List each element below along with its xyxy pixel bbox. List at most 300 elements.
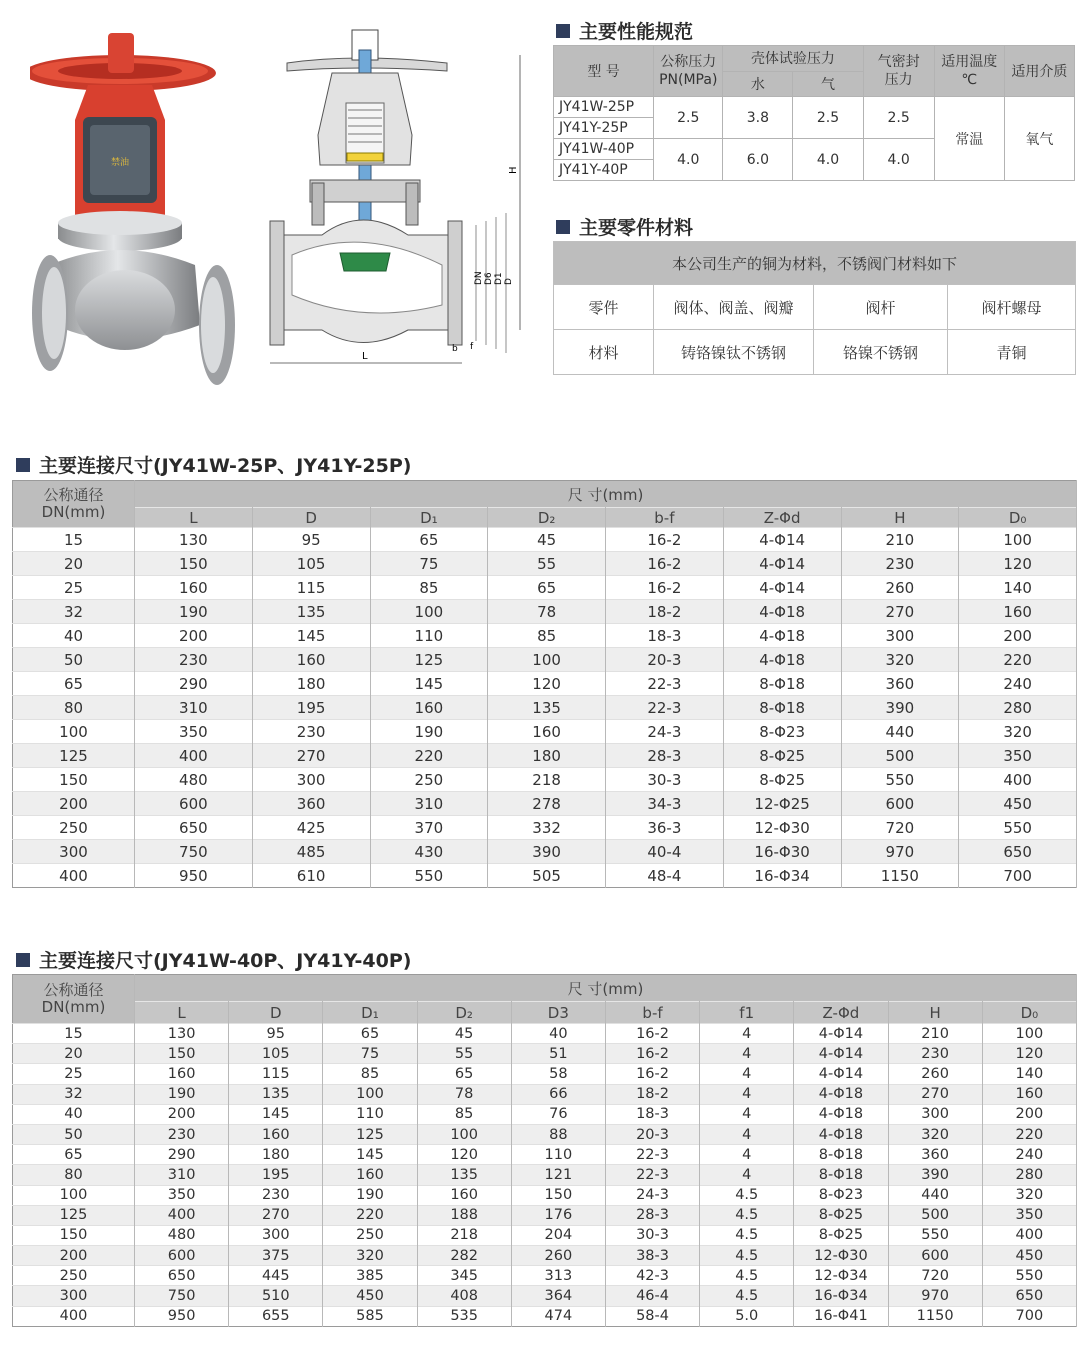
dim-cell: 190 [135,600,253,624]
dim-col-header: L [135,1002,229,1024]
dim-subheader-row [13,1002,1077,1024]
dim-cell: 145 [370,672,488,696]
table-row [13,864,1077,888]
dim-cell: 510 [229,1286,323,1306]
materials-cell: 阀杆 [814,285,948,330]
dim-cell: 4 [700,1064,794,1084]
dim-cell: 4-Φ14 [794,1064,888,1084]
dim-cell: 320 [888,1124,982,1144]
dim-cell: 16-Φ30 [723,840,841,864]
dim-cell: 200 [135,624,253,648]
perf-model: JY41Y-25P [554,118,654,139]
dim-cell: 45 [488,528,606,552]
dim-cell: 270 [888,1084,982,1104]
dim-cell: 320 [959,720,1077,744]
dim-cell: 250 [370,768,488,792]
dim-cell: 160 [229,1124,323,1144]
table-row [13,792,1077,816]
dim-header-row [13,481,1077,508]
dim-cell: 400 [959,768,1077,792]
dim-cell: 42-3 [605,1266,699,1286]
dim-cell: 34-3 [606,792,724,816]
dim-cell-dn: 250 [13,816,135,840]
dim-cell: 115 [252,576,370,600]
dim-cell: 16-2 [606,552,724,576]
dim-cell: 145 [229,1104,323,1124]
dim-cell: 45 [417,1024,511,1044]
dim-cell-dn: 400 [13,864,135,888]
dim-cell: 22-3 [605,1145,699,1165]
dim-cell: 750 [135,840,253,864]
dim-cell: 390 [488,840,606,864]
dim-cell: 550 [370,864,488,888]
dim-cell: 176 [511,1205,605,1225]
dim-cell: 4-Φ14 [723,552,841,576]
materials-section-title [556,213,693,240]
dim-cell: 28-3 [606,744,724,768]
table-row [13,552,1077,576]
dim-cell: 250 [323,1225,417,1245]
dim-cell: 85 [488,624,606,648]
dim-cell: 320 [982,1185,1076,1205]
dim-cell: 100 [370,600,488,624]
dim-col-header: Z-Φd [794,1002,888,1024]
dim-cell-dn: 40 [13,1104,135,1124]
dim-cell: 16-2 [606,528,724,552]
table-row [13,1044,1077,1064]
dim-cell: 4-Φ18 [794,1084,888,1104]
dim-col-header: D₁ [323,1002,417,1024]
perf-header-model: 型 号 [554,46,654,97]
perf-temp: 常温 [934,97,1004,181]
dim-cell: 8-Φ25 [723,768,841,792]
dim-col-header: D₂ [417,1002,511,1024]
dim-cell: 12-Φ25 [723,792,841,816]
dim-cell-dn: 80 [13,1165,135,1185]
table-row [13,1165,1077,1185]
materials-parts-row [554,285,1076,330]
dim-cell-dn: 250 [13,1266,135,1286]
dim-col-header: H [888,1002,982,1024]
materials-cell: 阀杆螺母 [948,285,1076,330]
dim-cell: 22-3 [605,1165,699,1185]
dim-cell: 290 [135,672,253,696]
dim-cell: 100 [323,1084,417,1104]
dim-cell: 345 [417,1266,511,1286]
table-row [13,1145,1077,1165]
dim-col-header: D₁ [370,508,488,528]
dim-cell: 8-Φ18 [794,1165,888,1185]
dim-label-d6: D6 [484,272,494,285]
dim-cell: 218 [417,1225,511,1245]
dim-header-size: 尺 寸(mm) [135,481,1077,508]
dim-label-l: L [362,351,368,362]
dim-cell: 8-Φ18 [723,672,841,696]
dim-cell: 430 [370,840,488,864]
dim-cell: 140 [982,1064,1076,1084]
dim-cell-dn: 50 [13,648,135,672]
dim-cell: 38-3 [605,1246,699,1266]
perf-gas: 4.0 [793,139,863,181]
dim-cell: 240 [982,1145,1076,1165]
dim-cell-dn: 65 [13,672,135,696]
perf-model: JY41W-25P [554,97,654,118]
materials-note: 本公司生产的铜为材料，不锈阀门材料如下 [554,242,1076,285]
table-row [13,576,1077,600]
dim-cell: 40 [511,1024,605,1044]
dim-col-header: D [252,508,370,528]
dim-cell: 4 [700,1104,794,1124]
dim-cell: 280 [959,696,1077,720]
dim-cell: 16-2 [605,1044,699,1064]
perf-water: 6.0 [723,139,793,181]
dim-cell: 230 [135,1124,229,1144]
table-row [13,1024,1077,1044]
dim-cell: 105 [229,1044,323,1064]
dim-cell-dn: 150 [13,1225,135,1245]
perf-header-gas: 气 [793,71,863,97]
perf-seal: 4.0 [863,139,934,181]
dim-cell: 66 [511,1084,605,1104]
dim-cell: 300 [841,624,959,648]
dim-cell: 160 [323,1165,417,1185]
perf-medium: 氧气 [1004,97,1074,181]
dim-cell: 95 [252,528,370,552]
perf-title-text: 主要性能规范 [579,21,694,43]
dim-label-f: f [470,342,474,352]
dim-cell: 100 [417,1124,511,1144]
dim-cell-dn: 150 [13,768,135,792]
dim-cell: 24-3 [606,720,724,744]
dim-cell: 4.5 [700,1246,794,1266]
dim-cell: 218 [488,768,606,792]
dim-cell: 135 [229,1084,323,1104]
dim1-section-title [16,451,411,478]
dim-cell: 160 [252,648,370,672]
dim-cell: 550 [959,816,1077,840]
dim-header-dn: 公称通径 DN(mm) [13,975,135,1024]
dim-cell: 85 [323,1064,417,1084]
dim-cell: 16-Φ34 [723,864,841,888]
dim-cell: 180 [488,744,606,768]
dim-cell: 5.0 [700,1306,794,1326]
dim-cell: 4.5 [700,1266,794,1286]
table-row [13,672,1077,696]
dim-cell: 22-3 [606,696,724,720]
dim-col-header: D [229,1002,323,1024]
materials-cell: 阀体、阀盖、阀瓣 [654,285,814,330]
dim-cell: 600 [888,1246,982,1266]
table-row [13,1306,1077,1326]
dim-cell: 12-Φ30 [723,816,841,840]
dim-cell: 120 [417,1145,511,1165]
dim-cell: 4 [700,1024,794,1044]
dim-cell: 160 [370,696,488,720]
perf-header-shell: 壳体试验压力 [723,46,863,72]
dim-cell: 120 [982,1044,1076,1064]
dim-cell: 350 [135,720,253,744]
dim-cell: 600 [135,792,253,816]
dim-cell: 720 [841,816,959,840]
dim-cell-dn: 300 [13,1286,135,1306]
table-row [13,1205,1077,1225]
dim-cell: 270 [841,600,959,624]
dim-cell: 4 [700,1124,794,1144]
dim-cell-dn: 20 [13,552,135,576]
dim-cell: 85 [417,1104,511,1124]
dim-cell-dn: 40 [13,624,135,648]
performance-table [553,45,1075,181]
dim-cell: 8-Φ25 [723,744,841,768]
dim-cell: 270 [252,744,370,768]
section-square-icon [16,953,30,967]
dim-cell: 425 [252,816,370,840]
perf-pn: 2.5 [654,97,723,139]
dim-cell: 8-Φ25 [794,1205,888,1225]
dim-cell: 300 [252,768,370,792]
dim-cell: 1150 [841,864,959,888]
dim-cell: 75 [370,552,488,576]
dim-cell: 160 [982,1084,1076,1104]
dim-cell: 160 [959,600,1077,624]
dim-col-header: D₀ [982,1002,1076,1024]
dim-cell: 385 [323,1266,417,1286]
perf-header-row [554,46,1075,72]
dim-cell: 145 [323,1145,417,1165]
dim-cell: 370 [370,816,488,840]
dim-cell: 95 [229,1024,323,1044]
table-row [13,1286,1077,1306]
dim-cell: 8-Φ23 [794,1185,888,1205]
dim-cell: 145 [252,624,370,648]
dim-cell: 4-Φ14 [723,528,841,552]
dim-cell: 195 [229,1165,323,1185]
dim-cell: 474 [511,1306,605,1326]
dim-cell: 160 [488,720,606,744]
perf-section-title [556,17,693,44]
dim-cell: 110 [511,1145,605,1165]
dim-cell-dn: 15 [13,528,135,552]
dim-cell: 400 [982,1225,1076,1245]
dim-col-header: D₀ [959,508,1077,528]
dim-cell: 190 [135,1084,229,1104]
dim-col-header: D₂ [488,508,606,528]
dim-cell: 320 [841,648,959,672]
dim-label-d: D [504,278,514,285]
dim-cell: 20-3 [606,648,724,672]
dim-cell: 500 [841,744,959,768]
dim-cell: 390 [841,696,959,720]
dim-col-header: b-f [605,1002,699,1024]
dim-cell: 535 [417,1306,511,1326]
dim-cell: 85 [370,576,488,600]
dim-cell: 200 [982,1104,1076,1124]
dim-cell: 4-Φ14 [794,1024,888,1044]
dim-cell: 120 [488,672,606,696]
dim-cell: 58-4 [605,1306,699,1326]
dim-cell: 230 [841,552,959,576]
dim-cell: 190 [370,720,488,744]
dimensions-table-40p [12,974,1077,1327]
dim-cell: 105 [252,552,370,576]
dim-cell: 76 [511,1104,605,1124]
dim-label-b: b [452,344,458,354]
dim-cell: 40-4 [606,840,724,864]
dim-cell: 4 [700,1145,794,1165]
dim-cell: 18-3 [606,624,724,648]
dim-cell: 160 [135,1064,229,1084]
dim-cell: 260 [888,1064,982,1084]
dim-cell: 140 [959,576,1077,600]
dim-cell: 350 [959,744,1077,768]
dim-cell: 190 [323,1185,417,1205]
dim-cell: 500 [888,1205,982,1225]
dim-cell: 390 [888,1165,982,1185]
dim-cell: 310 [135,1165,229,1185]
dim-cell: 28-3 [605,1205,699,1225]
perf-gas: 2.5 [793,97,863,139]
dim-cell: 4.5 [700,1286,794,1306]
dim-cell: 125 [323,1124,417,1144]
dim-cell: 195 [252,696,370,720]
perf-header-water: 水 [723,71,793,97]
dim-cell: 400 [135,744,253,768]
dim-cell: 364 [511,1286,605,1306]
dim-cell: 135 [417,1165,511,1185]
table-row [13,1225,1077,1245]
dim-cell: 12-Φ30 [794,1246,888,1266]
dim-col-header: Z-Φd [723,508,841,528]
dim-cell: 4-Φ18 [723,624,841,648]
materials-cell: 材料 [554,330,654,375]
dim-cell-dn: 200 [13,1246,135,1266]
table-row [13,1084,1077,1104]
dim-cell: 260 [841,576,959,600]
dim-cell: 310 [135,696,253,720]
svg-text:禁油: 禁油 [110,158,130,168]
dim-cell: 970 [888,1286,982,1306]
dim-cell-dn: 300 [13,840,135,864]
dim-cell: 408 [417,1286,511,1306]
dim-cell: 204 [511,1225,605,1245]
table-row [13,624,1077,648]
dim-cell: 30-3 [606,768,724,792]
dim-cell: 350 [982,1205,1076,1225]
dim-cell: 110 [370,624,488,648]
dim-cell: 30-3 [605,1225,699,1245]
dim-subheader-row [13,508,1077,528]
dim-cell: 4.5 [700,1185,794,1205]
dim-cell: 610 [252,864,370,888]
table-row [13,1266,1077,1286]
dim-cell: 220 [982,1124,1076,1144]
dim-header-dn: 公称通径 DN(mm) [13,481,135,528]
dim-cell: 78 [417,1084,511,1104]
dimensions-table-25p [12,480,1077,888]
dim-cell: 65 [417,1064,511,1084]
dim-col-header: D3 [511,1002,605,1024]
dim-cell: 585 [323,1306,417,1326]
dim-cell: 332 [488,816,606,840]
dim-cell: 65 [370,528,488,552]
dim-cell: 180 [229,1145,323,1165]
dim-cell: 180 [252,672,370,696]
dim-cell: 950 [135,1306,229,1326]
dim-cell-dn: 25 [13,576,135,600]
dim-cell-dn: 400 [13,1306,135,1326]
dim-cell-dn: 100 [13,1185,135,1205]
dim-cell-dn: 125 [13,744,135,768]
dim-cell: 750 [135,1286,229,1306]
section-square-icon [16,458,30,472]
dim-cell: 46-4 [605,1286,699,1306]
dim-col-header: L [135,508,253,528]
dim-cell: 310 [370,792,488,816]
dim-cell: 4 [700,1165,794,1185]
dim-cell: 650 [135,816,253,840]
table-row [13,1104,1077,1124]
dim-cell: 135 [488,696,606,720]
dim-cell-dn: 32 [13,1084,135,1104]
materials-note-row [554,242,1076,285]
perf-header-pn: 公称压力 PN(MPa) [654,46,723,97]
dim-cell: 720 [888,1266,982,1286]
dim-cell: 505 [488,864,606,888]
dim-cell: 100 [488,648,606,672]
dim-cell: 130 [135,528,253,552]
dim-cell: 655 [229,1306,323,1326]
dim-cell-dn: 32 [13,600,135,624]
dim-cell: 210 [888,1024,982,1044]
dim-cell: 55 [417,1044,511,1064]
dim-cell: 282 [417,1246,511,1266]
dim-cell: 8-Φ23 [723,720,841,744]
dim-cell: 210 [841,528,959,552]
dim2-section-title [16,946,411,973]
dim-cell: 260 [511,1246,605,1266]
dim-cell: 230 [229,1185,323,1205]
dim-cell: 200 [135,1104,229,1124]
dim-cell: 278 [488,792,606,816]
dim-cell: 150 [135,1044,229,1064]
dim-cell: 970 [841,840,959,864]
dim-cell: 100 [982,1024,1076,1044]
dim-cell: 440 [841,720,959,744]
table-row [13,720,1077,744]
table-row [13,840,1077,864]
dim-label-h: H [508,166,519,174]
dim-cell: 320 [323,1246,417,1266]
dim-cell: 78 [488,600,606,624]
dim-cell: 360 [888,1145,982,1165]
dim-cell: 4-Φ14 [794,1044,888,1064]
dim-cell: 375 [229,1246,323,1266]
dim2-title-text: 主要连接尺寸(JY41W-40P、JY41Y-40P) [39,950,412,972]
dim-cell: 120 [959,552,1077,576]
dim-cell: 445 [229,1266,323,1286]
dim-cell: 22-3 [606,672,724,696]
dim-cell: 121 [511,1165,605,1185]
perf-header-temp: 适用温度 ℃ [934,46,1004,97]
dim-cell: 75 [323,1044,417,1064]
dim-cell-dn: 15 [13,1024,135,1044]
dim-cell: 160 [135,576,253,600]
table-row [13,1246,1077,1266]
table-row [13,696,1077,720]
dim-cell: 360 [841,672,959,696]
dim-header-size: 尺 寸(mm) [135,975,1077,1002]
dim-cell: 485 [252,840,370,864]
